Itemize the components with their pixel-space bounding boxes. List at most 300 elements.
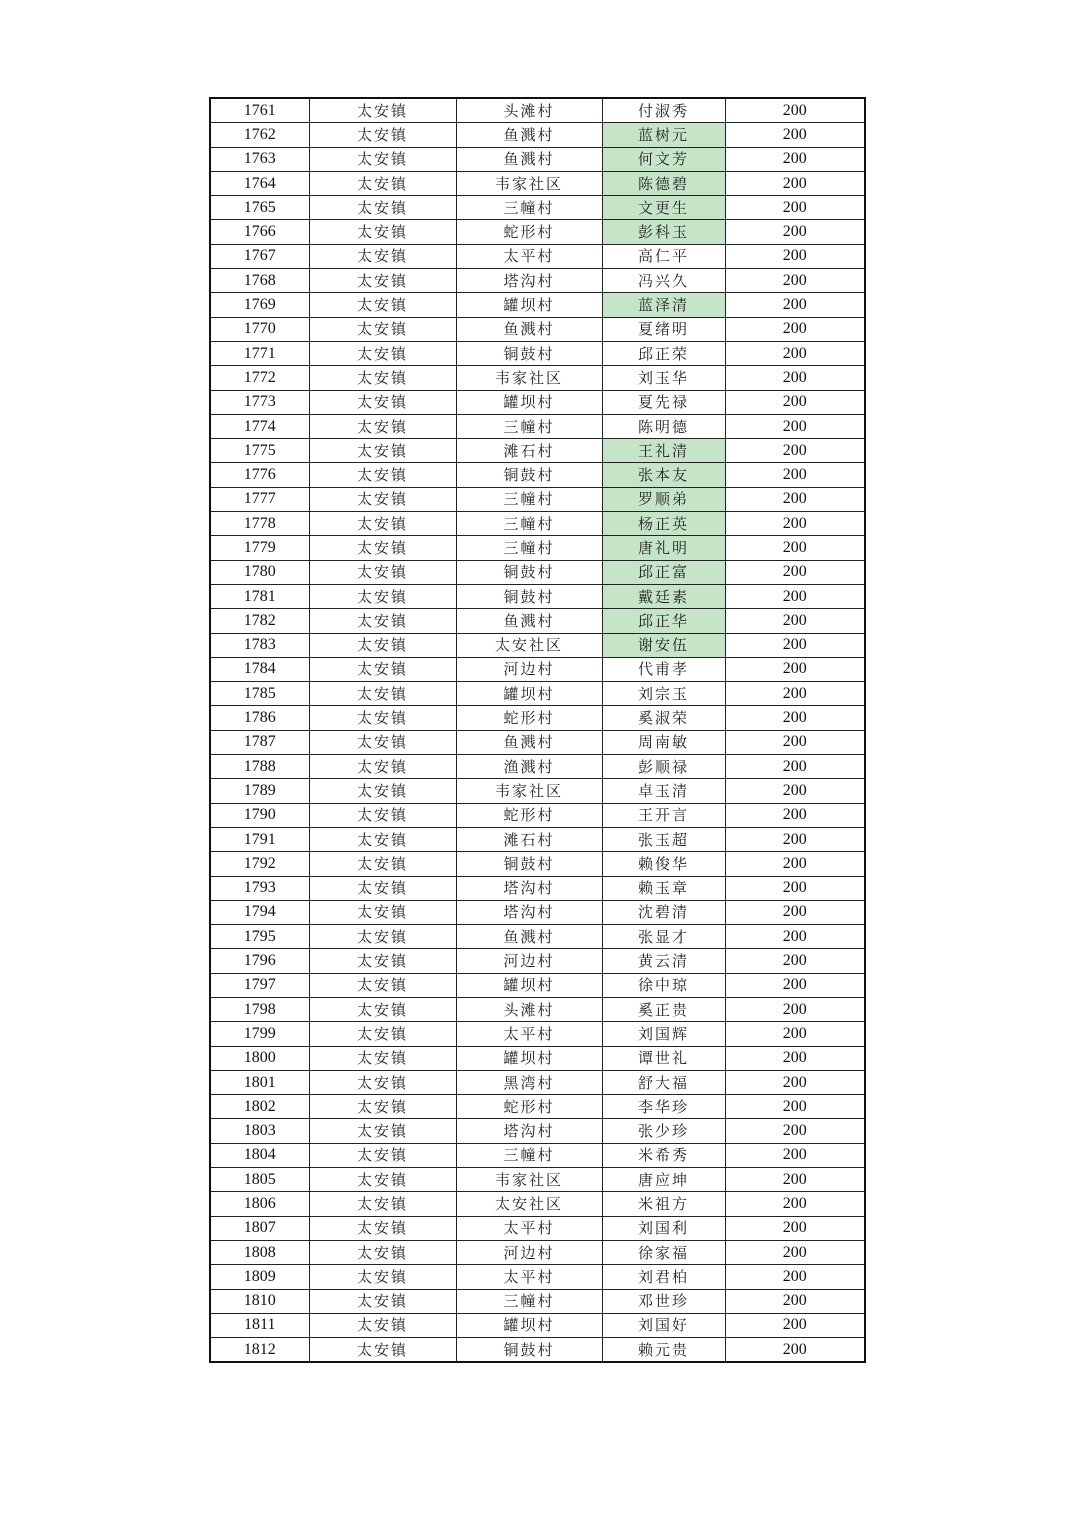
row-number-cell: 1801 [210,1070,309,1094]
amount-cell: 200 [725,900,865,924]
town-cell: 太安镇 [309,366,456,390]
row-number-cell: 1766 [210,220,309,244]
amount-cell: 200 [725,706,865,730]
row-number-cell: 1800 [210,1046,309,1070]
amount-cell: 200 [725,1046,865,1070]
village-cell: 铜鼓村 [456,584,602,608]
town-cell: 太安镇 [309,512,456,536]
town-cell: 太安镇 [309,633,456,657]
town-cell: 太安镇 [309,390,456,414]
person-name-cell: 刘国利 [602,1216,725,1240]
village-cell: 鱼溅村 [456,147,602,171]
village-cell: 铜鼓村 [456,463,602,487]
village-cell: 太安社区 [456,633,602,657]
village-cell: 太平村 [456,1265,602,1289]
person-name-cell: 赖玉章 [602,876,725,900]
person-name-cell: 蓝树元 [602,123,725,147]
table-row [210,196,865,220]
amount-cell: 200 [725,657,865,681]
amount-cell: 200 [725,1216,865,1240]
row-number-cell: 1761 [210,98,309,123]
town-cell: 太安镇 [309,876,456,900]
town-cell: 太安镇 [309,439,456,463]
amount-cell: 200 [725,1143,865,1167]
village-cell: 蛇形村 [456,1095,602,1119]
person-name-cell: 徐中琼 [602,973,725,997]
person-name-cell: 黄云清 [602,949,725,973]
town-cell: 太安镇 [309,1119,456,1143]
table-row [210,98,865,123]
table-row [210,293,865,317]
table-row [210,1070,865,1094]
amount-cell: 200 [725,1289,865,1313]
amount-cell: 200 [725,1119,865,1143]
village-cell: 太安社区 [456,1192,602,1216]
town-cell: 太安镇 [309,1095,456,1119]
amount-cell: 200 [725,1192,865,1216]
amount-cell: 200 [725,1022,865,1046]
table-row [210,317,865,341]
person-name-cell: 周南敏 [602,730,725,754]
person-name-cell: 夏先禄 [602,390,725,414]
village-cell: 铜鼓村 [456,560,602,584]
person-name-cell: 卓玉清 [602,779,725,803]
amount-cell: 200 [725,803,865,827]
table-row [210,1313,865,1337]
village-cell: 蛇形村 [456,220,602,244]
village-cell: 塔沟村 [456,876,602,900]
row-number-cell: 1779 [210,536,309,560]
amount-cell: 200 [725,98,865,123]
amount-cell: 200 [725,536,865,560]
person-name-cell: 张本友 [602,463,725,487]
person-name-cell: 谭世礼 [602,1046,725,1070]
table-row [210,609,865,633]
row-number-cell: 1773 [210,390,309,414]
village-cell: 鱼溅村 [456,925,602,949]
town-cell: 太安镇 [309,317,456,341]
town-cell: 太安镇 [309,341,456,365]
row-number-cell: 1797 [210,973,309,997]
table-row [210,1216,865,1240]
town-cell: 太安镇 [309,414,456,438]
village-cell: 罐坝村 [456,1046,602,1070]
person-name-cell: 付淑秀 [602,98,725,123]
person-name-cell: 高仁平 [602,244,725,268]
row-number-cell: 1774 [210,414,309,438]
person-name-cell: 奚正贵 [602,997,725,1021]
table-row [210,487,865,511]
table-row [210,755,865,779]
row-number-cell: 1806 [210,1192,309,1216]
table-row [210,827,865,851]
amount-cell: 200 [725,1338,865,1363]
town-cell: 太安镇 [309,682,456,706]
town-cell: 太安镇 [309,1022,456,1046]
village-cell: 太平村 [456,244,602,268]
person-name-cell: 舒大福 [602,1070,725,1094]
row-number-cell: 1786 [210,706,309,730]
person-name-cell: 张少珍 [602,1119,725,1143]
village-cell: 黑湾村 [456,1070,602,1094]
row-number-cell: 1794 [210,900,309,924]
town-cell: 太安镇 [309,827,456,851]
row-number-cell: 1802 [210,1095,309,1119]
table-row [210,341,865,365]
person-name-cell: 何文芳 [602,147,725,171]
village-cell: 滩石村 [456,439,602,463]
person-name-cell: 罗顺弟 [602,487,725,511]
person-name-cell: 刘国好 [602,1313,725,1337]
amount-cell: 200 [725,1095,865,1119]
amount-cell: 200 [725,682,865,706]
row-number-cell: 1785 [210,682,309,706]
amount-cell: 200 [725,1168,865,1192]
town-cell: 太安镇 [309,536,456,560]
row-number-cell: 1768 [210,269,309,293]
row-number-cell: 1809 [210,1265,309,1289]
table-row [210,220,865,244]
amount-cell: 200 [725,876,865,900]
village-cell: 鱼溅村 [456,317,602,341]
person-name-cell: 米希秀 [602,1143,725,1167]
town-cell: 太安镇 [309,730,456,754]
amount-cell: 200 [725,1265,865,1289]
table-row [210,1289,865,1313]
row-number-cell: 1764 [210,171,309,195]
village-cell: 罐坝村 [456,390,602,414]
village-cell: 塔沟村 [456,900,602,924]
person-name-cell: 蓝泽清 [602,293,725,317]
amount-cell: 200 [725,779,865,803]
row-number-cell: 1780 [210,560,309,584]
amount-cell: 200 [725,609,865,633]
town-cell: 太安镇 [309,609,456,633]
table-row [210,1143,865,1167]
village-cell: 三幢村 [456,1143,602,1167]
row-number-cell: 1798 [210,997,309,1021]
person-name-cell: 邓世珍 [602,1289,725,1313]
table-row [210,973,865,997]
row-number-cell: 1799 [210,1022,309,1046]
village-cell: 罐坝村 [456,682,602,706]
amount-cell: 200 [725,512,865,536]
town-cell: 太安镇 [309,487,456,511]
town-cell: 太安镇 [309,196,456,220]
person-name-cell: 赖元贵 [602,1338,725,1363]
village-cell: 太平村 [456,1216,602,1240]
row-number-cell: 1788 [210,755,309,779]
village-cell: 韦家社区 [456,171,602,195]
person-name-cell: 赖俊华 [602,852,725,876]
table-row [210,876,865,900]
town-cell: 太安镇 [309,755,456,779]
table-row [210,414,865,438]
person-name-cell: 刘宗玉 [602,682,725,706]
row-number-cell: 1767 [210,244,309,268]
amount-cell: 200 [725,560,865,584]
row-number-cell: 1769 [210,293,309,317]
table-row [210,633,865,657]
person-name-cell: 代甫孝 [602,657,725,681]
town-cell: 太安镇 [309,220,456,244]
town-cell: 太安镇 [309,293,456,317]
amount-cell: 200 [725,439,865,463]
table-row [210,366,865,390]
table-row [210,390,865,414]
amount-cell: 200 [725,827,865,851]
village-cell: 头滩村 [456,98,602,123]
person-name-cell: 王开言 [602,803,725,827]
row-number-cell: 1765 [210,196,309,220]
village-cell: 滩石村 [456,827,602,851]
village-cell: 三幢村 [456,487,602,511]
town-cell: 太安镇 [309,803,456,827]
amount-cell: 200 [725,463,865,487]
village-cell: 韦家社区 [456,366,602,390]
amount-cell: 200 [725,147,865,171]
table-row [210,244,865,268]
row-number-cell: 1804 [210,1143,309,1167]
amount-cell: 200 [725,633,865,657]
town-cell: 太安镇 [309,706,456,730]
village-cell: 河边村 [456,949,602,973]
person-name-cell: 邱正华 [602,609,725,633]
village-cell: 三幢村 [456,536,602,560]
town-cell: 太安镇 [309,925,456,949]
village-cell: 韦家社区 [456,1168,602,1192]
town-cell: 太安镇 [309,949,456,973]
amount-cell: 200 [725,949,865,973]
amount-cell: 200 [725,1070,865,1094]
table-row [210,1338,865,1363]
person-name-cell: 邱正荣 [602,341,725,365]
person-name-cell: 文更生 [602,196,725,220]
amount-cell: 200 [725,925,865,949]
town-cell: 太安镇 [309,1070,456,1094]
town-cell: 太安镇 [309,1168,456,1192]
amount-cell: 200 [725,1313,865,1337]
person-name-cell: 张显才 [602,925,725,949]
town-cell: 太安镇 [309,1240,456,1264]
person-name-cell: 冯兴久 [602,269,725,293]
table-row [210,706,865,730]
table-row [210,1046,865,1070]
village-cell: 三幢村 [456,196,602,220]
amount-cell: 200 [725,755,865,779]
amount-cell: 200 [725,487,865,511]
village-cell: 河边村 [456,657,602,681]
person-name-cell: 沈碧清 [602,900,725,924]
person-name-cell: 王礼清 [602,439,725,463]
village-cell: 河边村 [456,1240,602,1264]
person-name-cell: 徐家福 [602,1240,725,1264]
town-cell: 太安镇 [309,997,456,1021]
town-cell: 太安镇 [309,1216,456,1240]
table-row [210,1192,865,1216]
village-cell: 韦家社区 [456,779,602,803]
village-cell: 渔溅村 [456,755,602,779]
row-number-cell: 1783 [210,633,309,657]
row-number-cell: 1763 [210,147,309,171]
person-name-cell: 彭科玉 [602,220,725,244]
village-cell: 铜鼓村 [456,341,602,365]
table-row [210,682,865,706]
table-row [210,171,865,195]
village-cell: 三幢村 [456,414,602,438]
person-name-cell: 夏绪明 [602,317,725,341]
row-number-cell: 1778 [210,512,309,536]
town-cell: 太安镇 [309,1143,456,1167]
row-number-cell: 1791 [210,827,309,851]
amount-cell: 200 [725,196,865,220]
town-cell: 太安镇 [309,852,456,876]
table-row [210,536,865,560]
row-number-cell: 1793 [210,876,309,900]
town-cell: 太安镇 [309,1046,456,1070]
roster-table [209,97,866,1363]
town-cell: 太安镇 [309,779,456,803]
person-name-cell: 唐礼明 [602,536,725,560]
town-cell: 太安镇 [309,657,456,681]
row-number-cell: 1775 [210,439,309,463]
row-number-cell: 1781 [210,584,309,608]
person-name-cell: 米祖方 [602,1192,725,1216]
row-number-cell: 1762 [210,123,309,147]
person-name-cell: 陈明德 [602,414,725,438]
table-row [210,803,865,827]
town-cell: 太安镇 [309,1338,456,1363]
town-cell: 太安镇 [309,1265,456,1289]
table-row [210,657,865,681]
town-cell: 太安镇 [309,98,456,123]
town-cell: 太安镇 [309,1289,456,1313]
table-row [210,925,865,949]
person-name-cell: 奚淑荣 [602,706,725,730]
table-row [210,900,865,924]
table-row [210,852,865,876]
amount-cell: 200 [725,123,865,147]
amount-cell: 200 [725,973,865,997]
table-row [210,1095,865,1119]
amount-cell: 200 [725,366,865,390]
village-cell: 三幢村 [456,1289,602,1313]
amount-cell: 200 [725,852,865,876]
table-row [210,997,865,1021]
village-cell: 蛇形村 [456,706,602,730]
village-cell: 罐坝村 [456,293,602,317]
row-number-cell: 1770 [210,317,309,341]
row-number-cell: 1772 [210,366,309,390]
amount-cell: 200 [725,997,865,1021]
row-number-cell: 1795 [210,925,309,949]
person-name-cell: 邱正富 [602,560,725,584]
amount-cell: 200 [725,584,865,608]
table-row [210,949,865,973]
village-cell: 铜鼓村 [456,852,602,876]
person-name-cell: 张玉超 [602,827,725,851]
person-name-cell: 刘玉华 [602,366,725,390]
subsidy-roster-sheet [209,97,866,1363]
person-name-cell: 刘国辉 [602,1022,725,1046]
village-cell: 罐坝村 [456,973,602,997]
town-cell: 太安镇 [309,147,456,171]
table-row [210,560,865,584]
town-cell: 太安镇 [309,900,456,924]
village-cell: 太平村 [456,1022,602,1046]
table-row [210,269,865,293]
row-number-cell: 1811 [210,1313,309,1337]
village-cell: 罐坝村 [456,1313,602,1337]
town-cell: 太安镇 [309,123,456,147]
amount-cell: 200 [725,414,865,438]
table-row [210,439,865,463]
amount-cell: 200 [725,390,865,414]
row-number-cell: 1789 [210,779,309,803]
table-row [210,1265,865,1289]
amount-cell: 200 [725,269,865,293]
row-number-cell: 1790 [210,803,309,827]
person-name-cell: 谢安伍 [602,633,725,657]
amount-cell: 200 [725,220,865,244]
row-number-cell: 1803 [210,1119,309,1143]
village-cell: 鱼溅村 [456,730,602,754]
row-number-cell: 1805 [210,1168,309,1192]
row-number-cell: 1777 [210,487,309,511]
table-row [210,123,865,147]
row-number-cell: 1787 [210,730,309,754]
amount-cell: 200 [725,730,865,754]
table-row [210,463,865,487]
person-name-cell: 李华珍 [602,1095,725,1119]
village-cell: 三幢村 [456,512,602,536]
town-cell: 太安镇 [309,244,456,268]
row-number-cell: 1782 [210,609,309,633]
table-row [210,147,865,171]
village-cell: 鱼溅村 [456,609,602,633]
row-number-cell: 1808 [210,1240,309,1264]
table-row [210,1119,865,1143]
table-row [210,1240,865,1264]
person-name-cell: 刘君柏 [602,1265,725,1289]
amount-cell: 200 [725,341,865,365]
table-row [210,730,865,754]
person-name-cell: 戴廷素 [602,584,725,608]
row-number-cell: 1807 [210,1216,309,1240]
amount-cell: 200 [725,171,865,195]
row-number-cell: 1792 [210,852,309,876]
row-number-cell: 1771 [210,341,309,365]
town-cell: 太安镇 [309,1192,456,1216]
table-row [210,1168,865,1192]
person-name-cell: 陈德碧 [602,171,725,195]
town-cell: 太安镇 [309,973,456,997]
village-cell: 鱼溅村 [456,123,602,147]
table-row [210,779,865,803]
village-cell: 塔沟村 [456,269,602,293]
village-cell: 塔沟村 [456,1119,602,1143]
person-name-cell: 杨正英 [602,512,725,536]
row-number-cell: 1812 [210,1338,309,1363]
person-name-cell: 彭顺禄 [602,755,725,779]
roster-table-body [210,98,865,1362]
row-number-cell: 1810 [210,1289,309,1313]
town-cell: 太安镇 [309,1313,456,1337]
amount-cell: 200 [725,317,865,341]
table-row [210,584,865,608]
town-cell: 太安镇 [309,463,456,487]
amount-cell: 200 [725,244,865,268]
